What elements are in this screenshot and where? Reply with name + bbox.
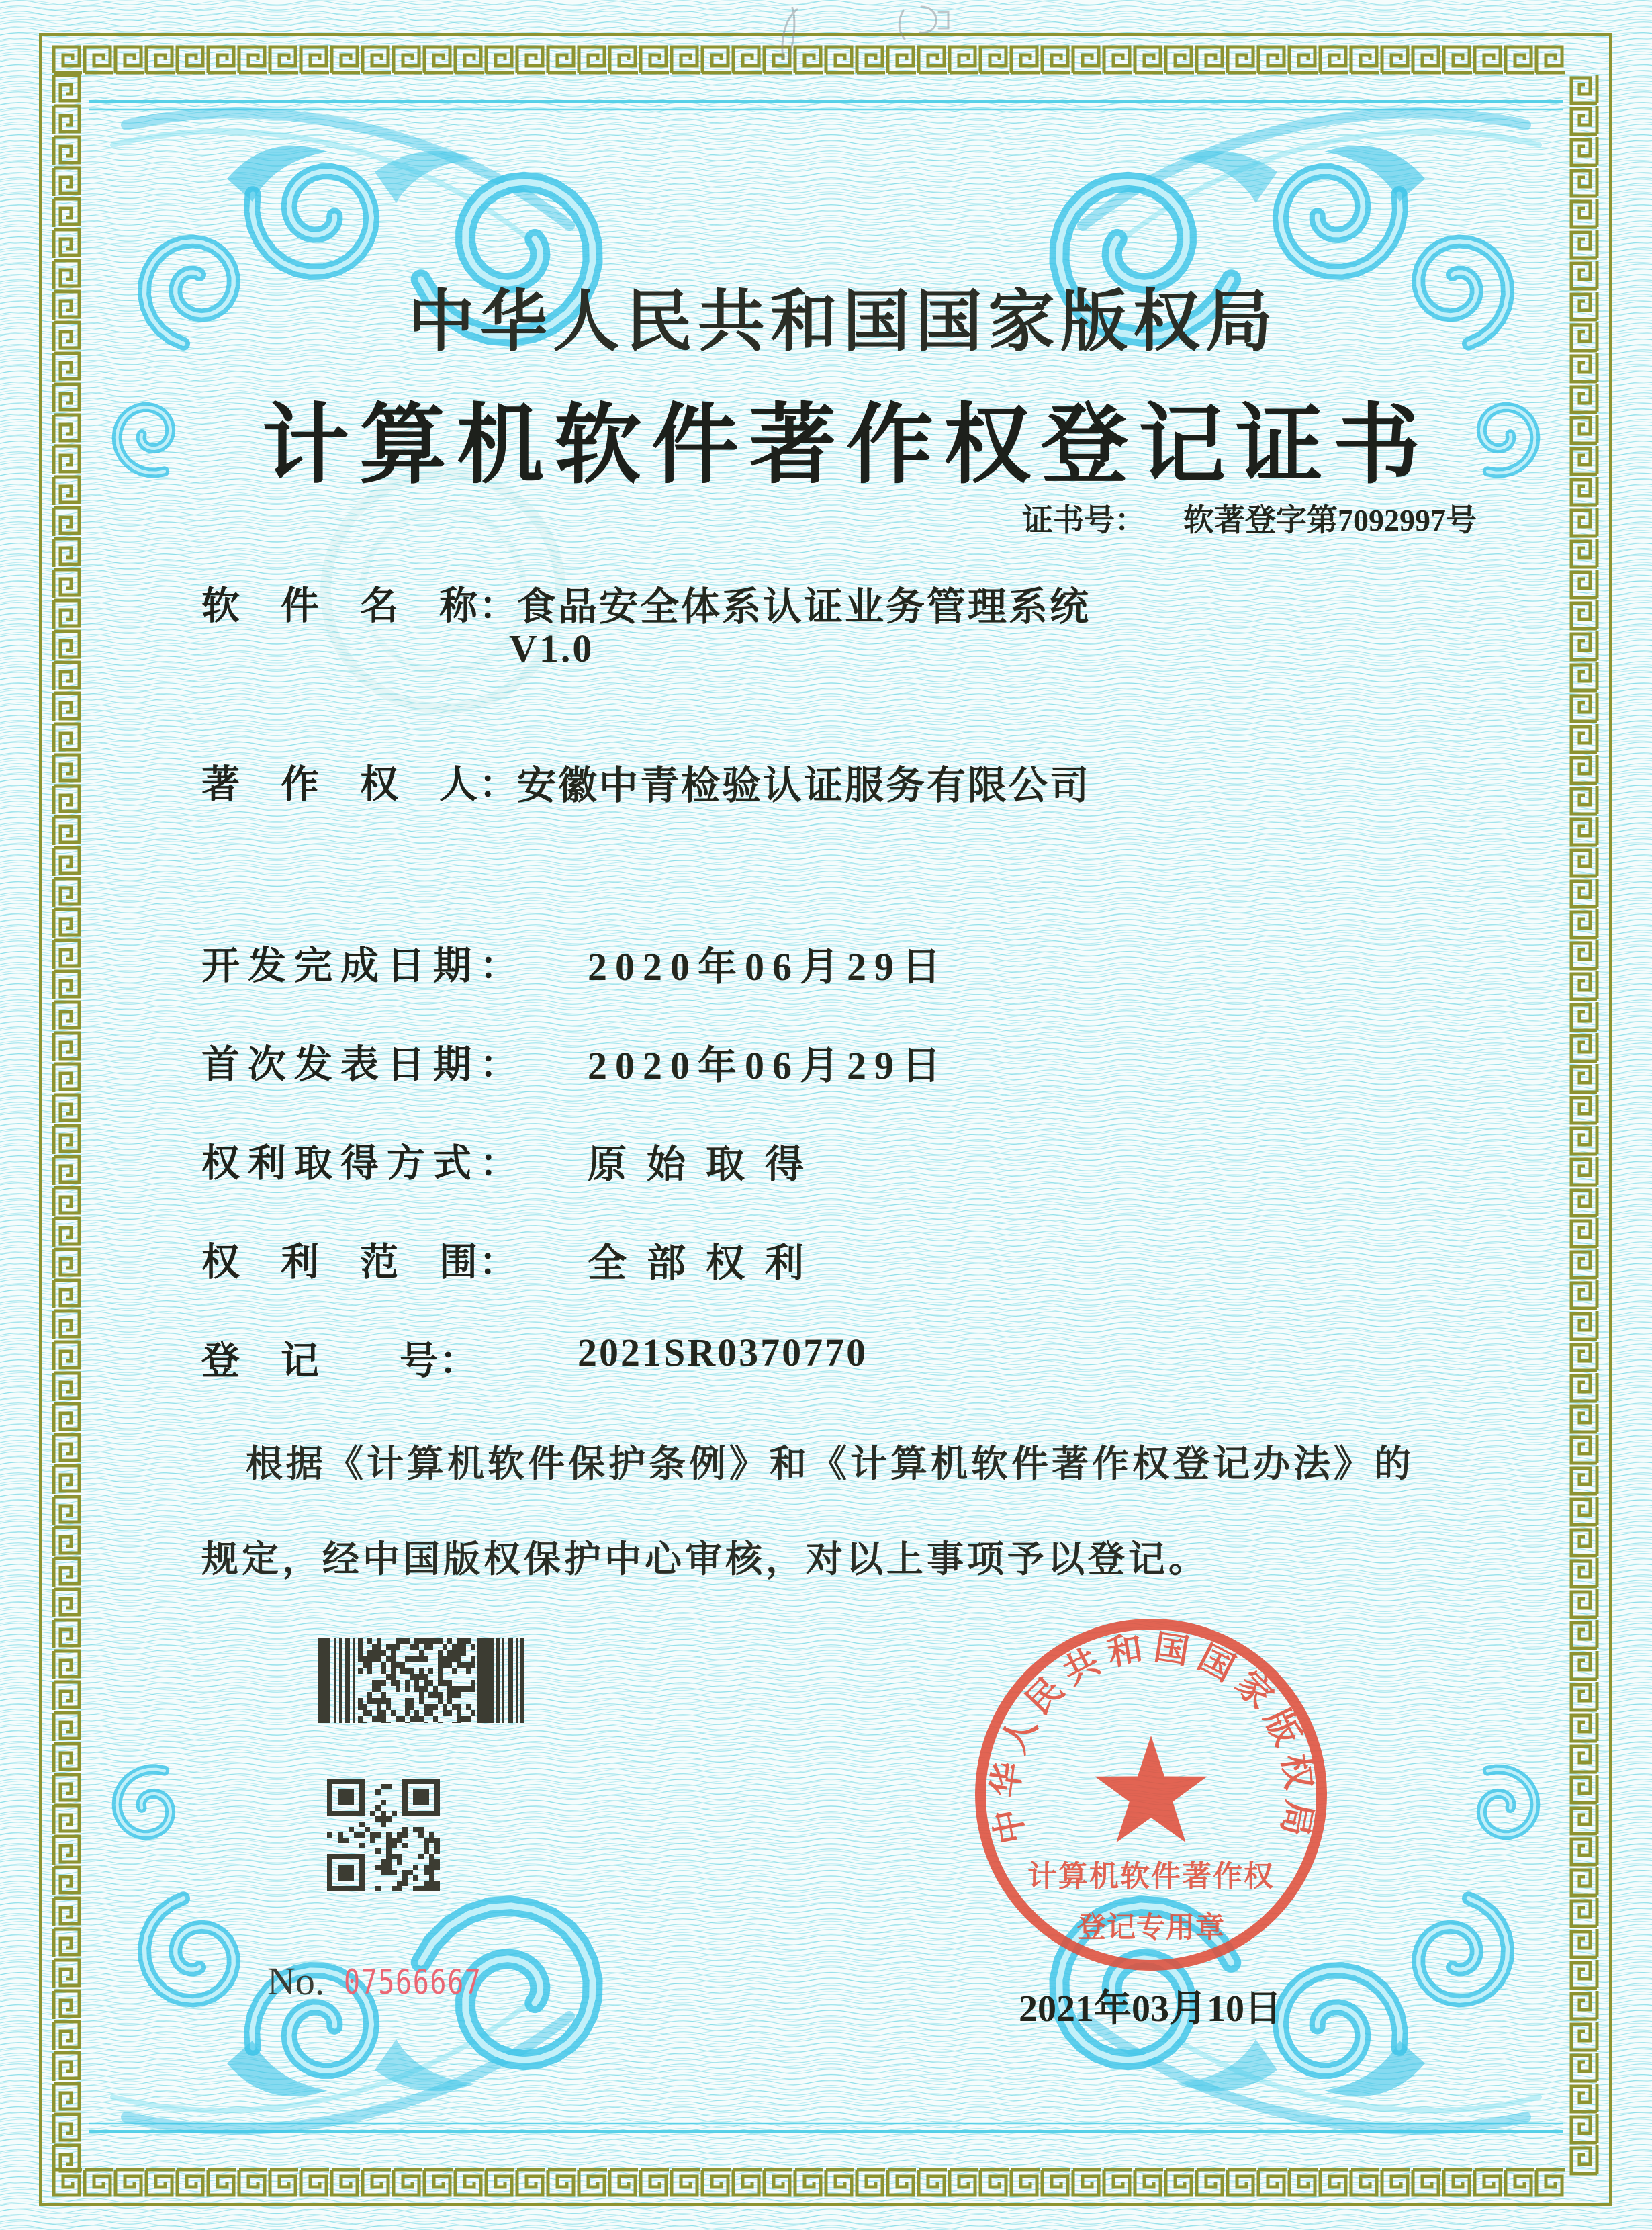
statement-line-1: 根据《计算机软件保护条例》和《计算机软件著作权登记办法》的 — [246, 1443, 1415, 1484]
seal-line-2: 登记专用章 — [1077, 1912, 1225, 1944]
certificate-number-label: 证书号： — [1022, 503, 1146, 537]
first-publish-date-value: 2020年06月29日 — [588, 1044, 950, 1087]
software-version-value: V1.0 — [509, 627, 594, 670]
dev-complete-date-value: 2020年06月29日 — [588, 945, 950, 989]
rights-scope-label: 权 利 范 围： — [201, 1241, 518, 1284]
statement-line-2: 规定，经中国版权保护中心审核，对以上事项予以登记。 — [201, 1539, 1209, 1580]
serial-number-digits: 07566667 — [344, 1963, 482, 2002]
issuer-title: 中华人民共和国国家版权局 — [408, 285, 1278, 359]
serial-number — [344, 1963, 516, 2002]
rights-scope-value: 全部权利 — [588, 1241, 825, 1285]
seal-ring-text: 中华人民共和国国家版权局 — [986, 1628, 1319, 1847]
certificate-number-value: 软著登字第7092997号 — [1183, 503, 1477, 537]
rights-acquisition-value: 原始取得 — [588, 1143, 825, 1186]
copyright-owner-label: 著 作 权 人： — [201, 764, 518, 806]
rights-acquisition-label: 权利取得方式： — [201, 1143, 526, 1185]
issue-date: 2021年03月10日 — [1019, 1988, 1282, 2030]
registration-number-label: 登 记 号： — [201, 1340, 479, 1382]
serial-prefix: No. — [267, 1959, 325, 2003]
seal-line-1: 计算机软件著作权 — [1027, 1860, 1275, 1893]
registration-number-value: 2021SR0370770 — [578, 1331, 868, 1374]
software-name-label: 软 件 名 称： — [201, 585, 518, 627]
barcode — [318, 1638, 524, 1723]
first-publish-date-label: 首次发表日期： — [201, 1044, 526, 1086]
page-title: 计算机软件著作权登记证书 — [261, 398, 1430, 494]
dev-complete-date-label: 开发完成日期： — [201, 945, 526, 987]
software-name-value: 食品安全体系认证业务管理系统 — [517, 585, 1091, 629]
certificate-number-line — [1022, 496, 1477, 540]
copyright-owner-value: 安徽中青检验认证服务有限公司 — [517, 764, 1091, 807]
qr-code — [327, 1779, 440, 1891]
